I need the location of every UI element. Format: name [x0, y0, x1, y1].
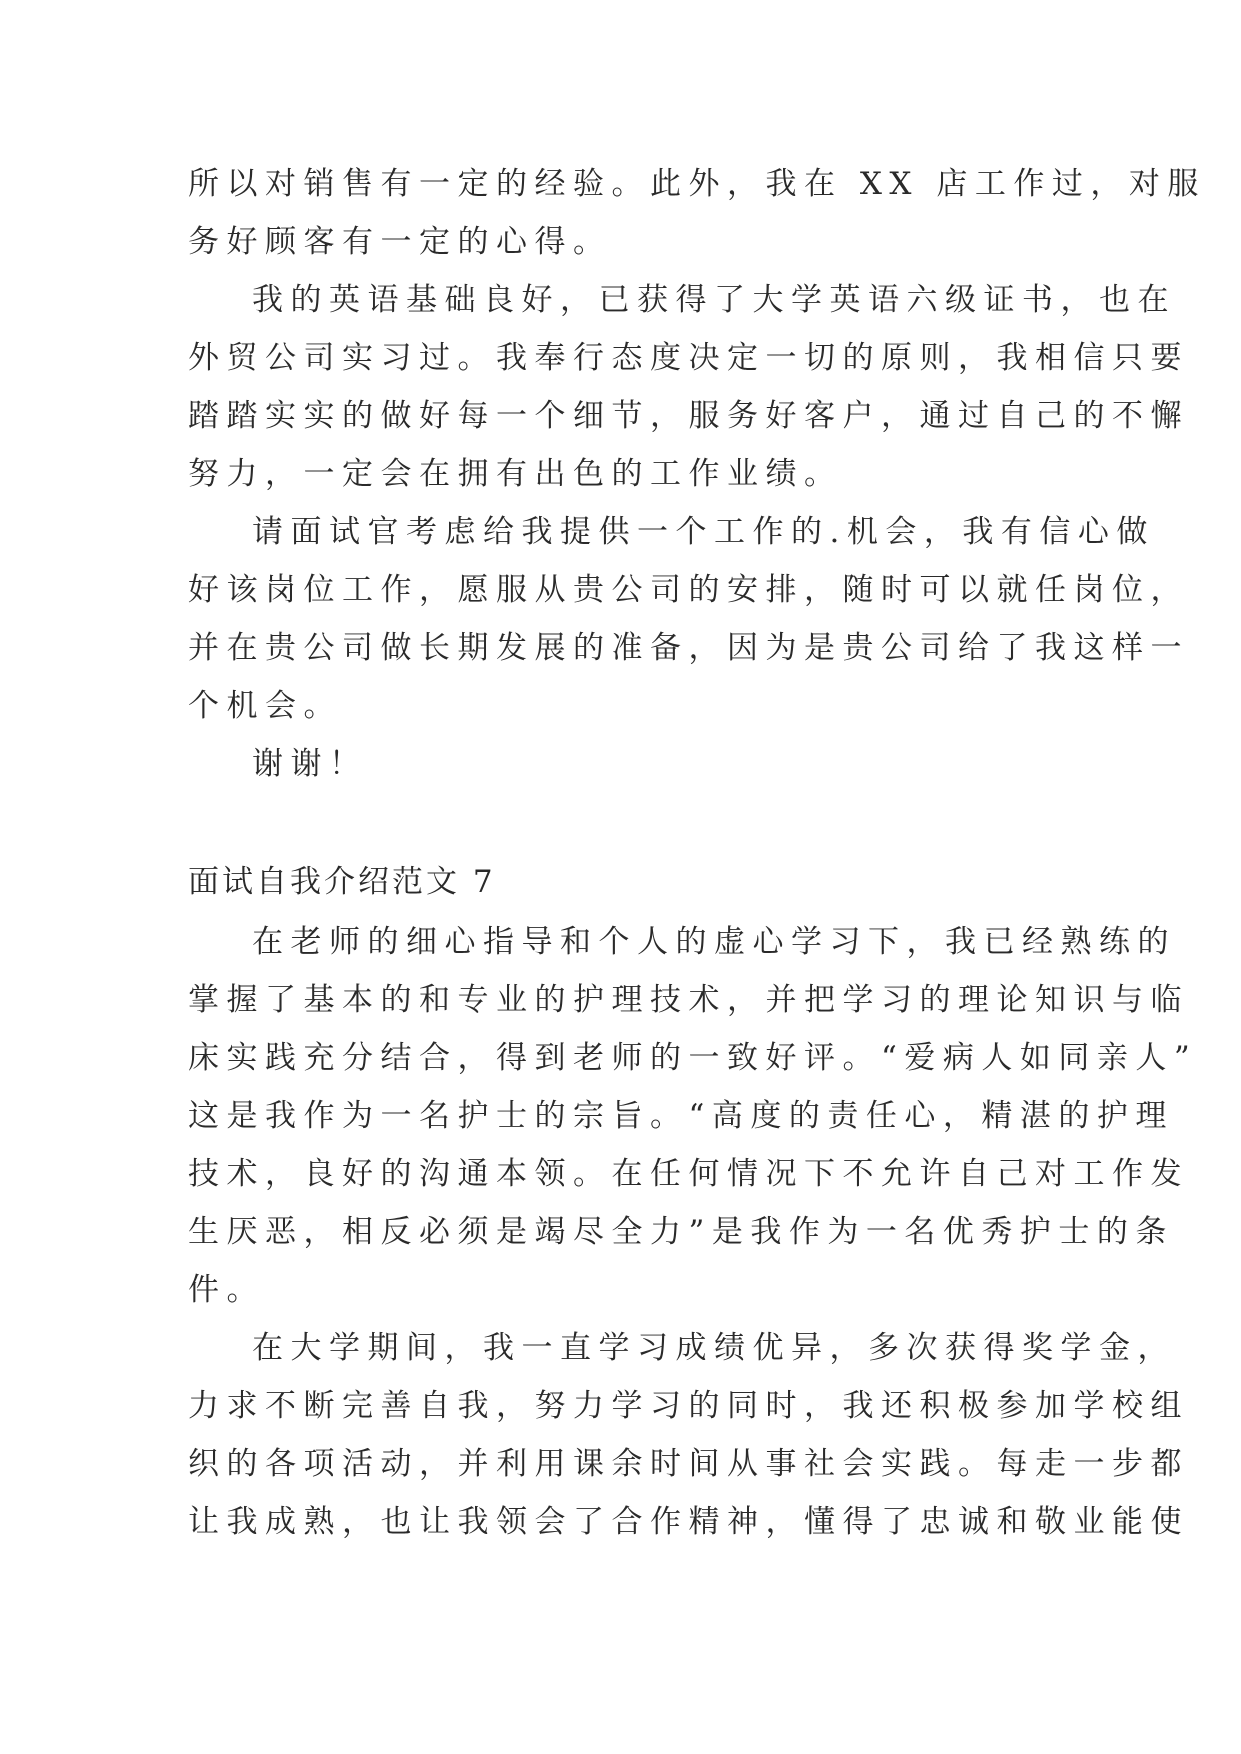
text-line: 踏踏实实的做好每一个细节，服务好客户，通过自己的不懈 — [188, 398, 1189, 434]
text-line: 让我成熟，也让我领会了合作精神，懂得了忠诚和敬业能使 — [188, 1504, 1189, 1540]
text-line: 务好顾客有一定的心得。 — [188, 224, 612, 260]
text-line: 个机会。 — [188, 688, 342, 724]
text-line: 所以对销售有一定的经验。此外，我在 XX 店工作过，对服 — [188, 166, 1206, 202]
text-line: 努力，一定会在拥有出色的工作业绩。 — [188, 456, 843, 492]
text-line: 生厌恶，相反必须是竭尽全力”是我作为一名优秀护士的条 — [188, 1214, 1174, 1250]
section-heading: 面试自我介绍范文 7 — [188, 864, 496, 900]
text-line: 技术，良好的沟通本领。在任何情况下不允许自己对工作发 — [188, 1156, 1189, 1192]
text-line: 请面试官考虑给我提供一个工作的.机会，我有信心做 — [252, 514, 1155, 550]
text-line: 件。 — [188, 1272, 265, 1308]
text-line: 这是我作为一名护士的宗旨。“高度的责任心，精湛的护理 — [188, 1098, 1174, 1134]
text-line: 力求不断完善自我，努力学习的同时，我还积极参加学校组 — [188, 1388, 1189, 1424]
closing-line: 谢谢！ — [252, 746, 368, 782]
text-line: 床实践充分结合，得到老师的一致好评。“爱病人如同亲人” — [188, 1040, 1198, 1076]
text-line: 好该岗位工作，愿服从贵公司的安排，随时可以就任岗位， — [188, 572, 1189, 608]
text-line: 并在贵公司做长期发展的准备，因为是贵公司给了我这样一 — [188, 630, 1189, 666]
text-line: 在大学期间，我一直学习成绩优异，多次获得奖学金， — [252, 1330, 1176, 1366]
text-line: 外贸公司实习过。我奉行态度决定一切的原则，我相信只要 — [188, 340, 1189, 376]
text-line: 我的英语基础良好，已获得了大学英语六级证书，也在 — [252, 282, 1176, 318]
text-line: 在老师的细心指导和个人的虚心学习下，我已经熟练的 — [252, 924, 1176, 960]
text-line: 掌握了基本的和专业的护理技术，并把学习的理论知识与临 — [188, 982, 1189, 1018]
text-line: 织的各项活动，并利用课余时间从事社会实践。每走一步都 — [188, 1446, 1189, 1482]
